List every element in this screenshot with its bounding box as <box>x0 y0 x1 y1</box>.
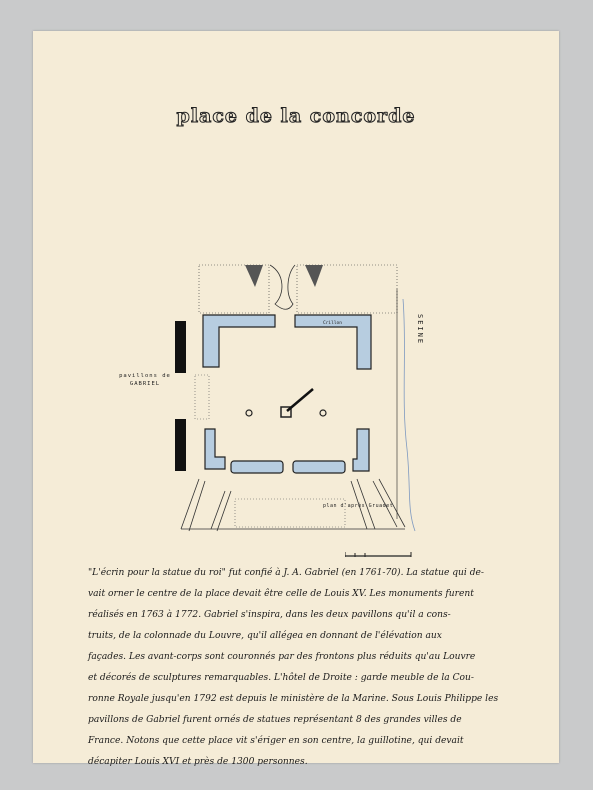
text-line: France. Notons que cette place vit s'ériger en son centre, la guillotine, qui devait <box>88 736 464 746</box>
paper-sheet <box>33 31 559 767</box>
text-line: décapiter Louis XVI et près de 1300 personnes. <box>88 757 308 767</box>
text-line: réalisés en 1763 à 1772. Gabriel s'inspira, dans les deux pavillons qu'il a cons- <box>88 610 451 620</box>
crillon-label: Crillon <box>323 321 342 326</box>
site-plan-drawing <box>175 259 445 544</box>
plan-credit: plan d'après Gruadet <box>323 503 394 509</box>
page-title: place de la concorde <box>176 105 416 127</box>
handwritten-text <box>88 563 498 773</box>
seine-label: SEINE <box>416 314 424 346</box>
text-line: truits, de la colonnade du Louvre, qu'il allégea en donnant de l'élévation aux <box>88 631 442 641</box>
scale-bar <box>345 552 415 558</box>
text-line: "L'écrin pour la statue du roi" fut confié à J. A. Gabriel (en 1761-70). La statue qui de- <box>88 568 484 578</box>
text-line: vait orner le centre de la place devait être celle de Louis XV. Les monuments furent <box>88 589 474 599</box>
pavillons-line2: GABRIEL <box>129 381 161 387</box>
pavillons-label <box>115 372 175 388</box>
gabriel-pavilion-north <box>175 321 186 373</box>
text-line: façades. Les avant-corps sont couronnés par des frontons plus réduits qu'au Louvre <box>88 652 476 662</box>
gabriel-pavilion-south <box>175 419 186 471</box>
text-line: pavillons de Gabriel furent ornés de statues représentant 8 des grandes villes de <box>88 715 462 725</box>
text-line: et décorés de sculptures remarquables. L'hôtel de Droite : garde meuble de la Cou- <box>88 673 474 683</box>
pavillons-line1: pavillons de <box>119 373 171 379</box>
text-line: ronne Royale jusqu'en 1792 est depuis le ministère de la Marine. Sous Louis Philippe les <box>88 694 499 704</box>
